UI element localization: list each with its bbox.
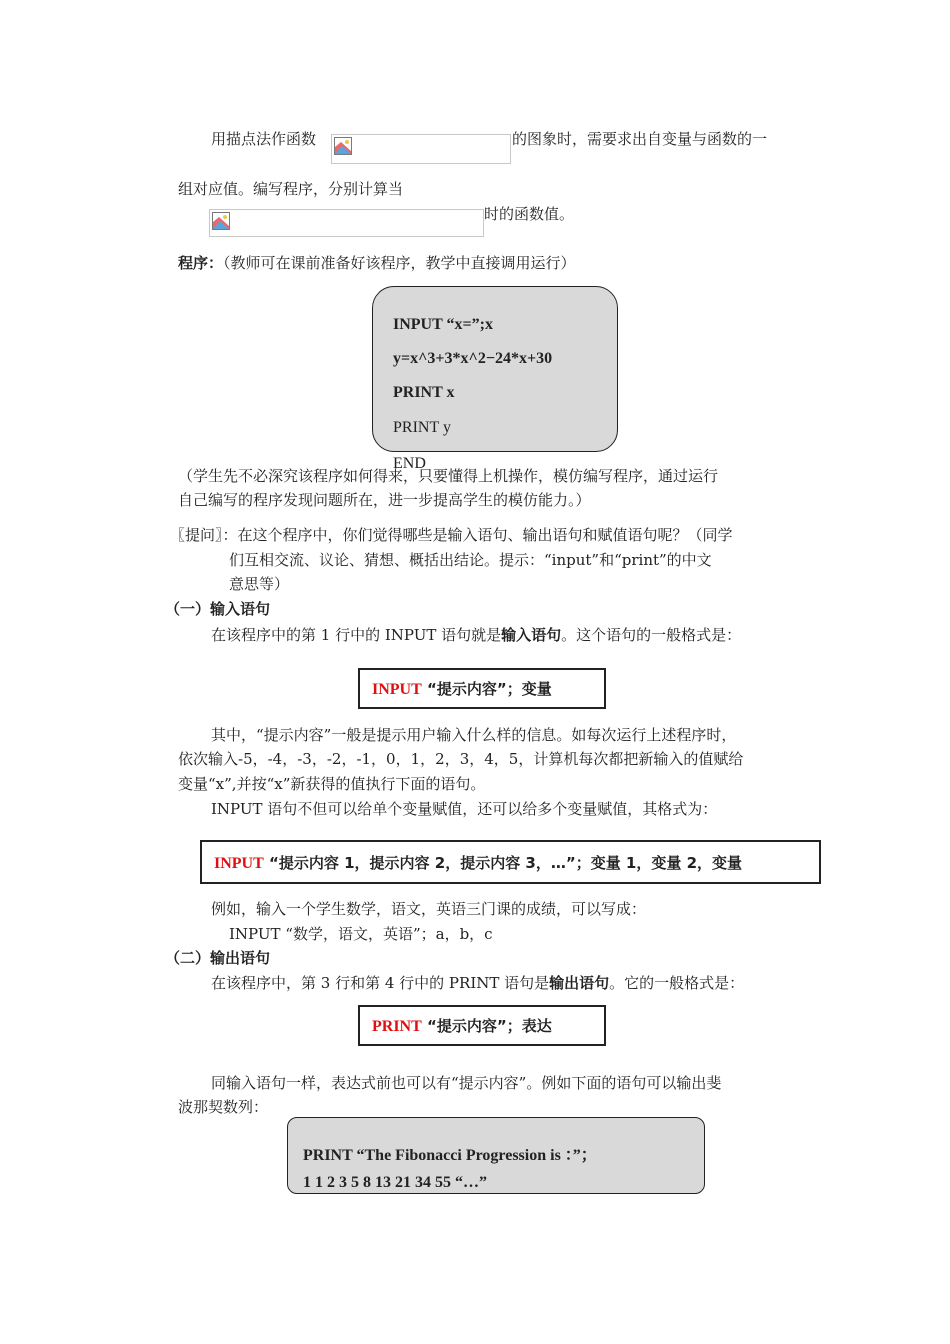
section2-intro-b: 输出语句: [549, 974, 610, 992]
intro-line-1a: 用描点法作函数: [211, 130, 317, 148]
section2-intro: [211, 972, 744, 993]
code-line: INPUT “x=”;x: [393, 316, 493, 333]
input-format-rest: “提示内容”；变量: [427, 680, 552, 698]
fibonacci-code-line-2: 1 1 2 3 5 8 13 21 34 55 “…”: [303, 1174, 487, 1191]
section1-para-2: 依次输入-5，-4，-3，-2，-1，0，1，2，3，4，5，计算机每次都把新输入的值赋给: [178, 750, 744, 768]
section2-para-2: 波那契数列：: [178, 1098, 269, 1116]
input-multi-format-box: [200, 840, 821, 884]
section2-intro-c: 。它的一般格式是：: [609, 974, 745, 992]
code-line: PRINT y: [393, 419, 451, 436]
section1-intro: [211, 624, 741, 645]
input-keyword: INPUT: [372, 681, 422, 698]
section2-para-1: 同输入语句一样，表达式前也可以有“提示内容”。例如下面的语句可以输出斐: [211, 1074, 722, 1092]
formula-image-2: [209, 209, 484, 237]
formula-image-1: [331, 134, 511, 164]
program-heading: [178, 252, 576, 273]
code-line-end: END: [393, 455, 426, 472]
input-format-box: [358, 668, 606, 709]
program-label: 程序：: [178, 254, 224, 272]
section2-intro-a: 在该程序中，第 3 行和第 4 行中的 PRINT 语句是: [211, 974, 550, 992]
intro-line-3: 时的函数值。: [484, 205, 575, 223]
section1-para-3: 变量“x”,并按“x”新获得的值执行下面的语句。: [178, 775, 486, 793]
intro-line-2: 组对应值。编写程序，分别计算当: [178, 180, 404, 198]
print-keyword: PRINT: [372, 1018, 422, 1035]
section1-intro-c: 。这个语句的一般格式是：: [561, 626, 742, 644]
broken-image-icon: [334, 137, 352, 155]
input-multi-rest: “提示内容 1，提示内容 2，提示内容 3，…”；变量 1，变量 2，变量: [269, 854, 743, 872]
print-format-rest: “提示内容”；表达: [427, 1017, 552, 1035]
broken-image-icon: [212, 212, 230, 230]
section1-heading: （一）输入语句: [165, 600, 271, 618]
section1-para-4: INPUT 语句不但可以给单个变量赋值，还可以给多个变量赋值，其格式为：: [211, 800, 718, 818]
section2-heading: （二）输出语句: [165, 949, 271, 967]
fibonacci-code-line-1: PRINT “The Fibonacci Progression is ：”；: [303, 1147, 597, 1164]
section1-intro-b: 输入语句: [501, 626, 562, 644]
program-code-box: [372, 286, 618, 452]
intro-line-1b: 的图象时，需要求出自变量与函数的一: [512, 130, 768, 148]
code-line: PRINT x: [393, 384, 455, 401]
note-line-2: 自己编写的程序发现问题所在，进一步提高学生的模仿能力。）: [178, 491, 591, 509]
fibonacci-code-box: [287, 1117, 705, 1194]
example-code: INPUT “数学，语文，英语”；a，b，c: [229, 925, 493, 943]
question-line-1: 〖提问〗：在这个程序中，你们觉得哪些是输入语句、输出语句和赋值语句呢？（同学: [170, 526, 733, 544]
section1-para-1: 其中，“提示内容”一般是提示用户输入什么样的信息。如每次运行上述程序时，: [211, 726, 737, 744]
code-line: y=x^3+3*x^2−24*x+30: [393, 350, 553, 367]
note-line-1: （学生先不必深究该程序如何得来，只要懂得上机操作，模仿编写程序，通过运行: [178, 467, 719, 485]
input-multi-keyword: INPUT: [214, 855, 264, 872]
question-line-3: 意思等）: [229, 575, 290, 593]
section1-intro-a: 在该程序中的第 1 行中的 INPUT 语句就是: [211, 626, 502, 644]
print-format-box: [358, 1005, 606, 1046]
program-note: （教师可在课前准备好该程序，教学中直接调用运行）: [223, 254, 576, 272]
example-line: 例如，输入一个学生数学，语文，英语三门课的成绩，可以写成：: [211, 900, 647, 918]
question-line-2: 们互相交流、议论、猜想、概括出结论。提示：“input”和“print”的中文: [229, 551, 712, 569]
